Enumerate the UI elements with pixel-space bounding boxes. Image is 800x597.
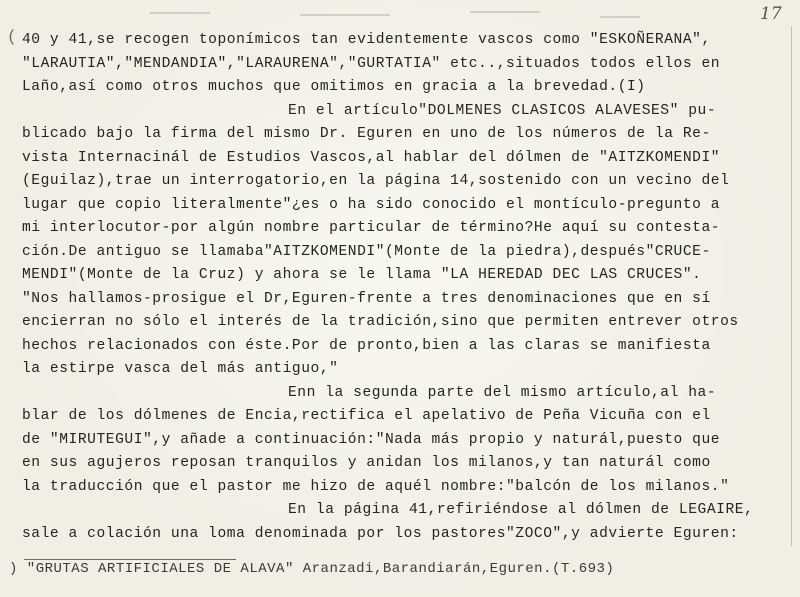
text-line: MENDI"(Monte de la Cruz) y ahora se le llama "LA HEREDAD DEC LAS CRUCES". xyxy=(22,267,702,283)
text-line: la traducción que el pastor me hizo de aquél nombre:"balcón de los milanos." xyxy=(22,478,730,495)
text-line: de "MIRUTEGUI",y añade a continuación:"Nada más propio y naturál,puesto que xyxy=(22,431,721,448)
text-line: blar de los dólmenes de Encia,rectifica el apelativo de Peña Vicuña con el xyxy=(22,408,711,424)
text-line: En la página 41,refiriéndose al dólmen de LEGAIRE, xyxy=(288,502,754,518)
text-line: lugar que copio literalmente"¿es o ha sido conocido el montículo-pregunto a xyxy=(22,196,721,213)
bleed-through-mark xyxy=(300,14,390,16)
footnote: ) "GRUTAS ARTIFICIALES DE ALAVA" Aranzadi,Barandiarán,Eguren.(T.693) xyxy=(9,561,615,577)
right-margin-rule xyxy=(791,26,792,546)
text-line: sale a colación una loma denominada por los pastores"ZOCO",y advierte Eguren: xyxy=(22,525,739,542)
text-line: En el artículo"DOLMENES CLASICOS ALAVESES" pu- xyxy=(288,102,717,119)
text-line: "Nos hallamos-prosigue el Dr,Eguren-frente a tres denominaciones que en sí xyxy=(22,290,711,307)
text-line: 40 y 41,se recogen toponímicos tan evidentemente vascos como "ESKOÑERANA", xyxy=(22,32,711,48)
bleed-through-mark xyxy=(150,12,210,14)
text-line: ción.De antiguo se llamaba"AITZKOMENDI"(Monte de la piedra),después"CRUCE- xyxy=(22,243,711,260)
text-line: "LARAUTIA","MENDANDIA","LARAURENA","GURTATIA" etc..,situados todos ellos en xyxy=(22,55,721,72)
text-line: mi interlocutor-por algún nombre particular de término?He aquí su contesta- xyxy=(22,220,721,236)
text-line: hechos relacionados con éste.Por de pronto,bien a las claras se manifiesta xyxy=(22,337,711,354)
text-line: vista Internacinál de Estudios Vascos,al hablar del dólmen de "AITZKOMENDI" xyxy=(22,149,721,166)
text-line: encierran no sólo el interés de la tradición,sino que permiten entrever otros xyxy=(22,314,739,330)
text-line: blicado bajo la firma del mismo Dr. Eguren en uno de los números de la Re- xyxy=(22,126,711,142)
text-line: Enn la segunda parte del mismo artículo,al ha- xyxy=(288,384,717,401)
text-line: (Eguilaz),trae un interrogatorio,en la página 14,sostenido con un vecino del xyxy=(22,173,730,189)
bleed-through-mark xyxy=(600,16,640,18)
text-line: Laño,así como otros muchos que omitimos en gracia a la brevedad.(I) xyxy=(22,79,646,95)
page-number: 17 xyxy=(760,4,782,24)
text-line: en sus agujeros reposan tranquilos y anidan los milanos,y tan naturál como xyxy=(22,455,711,471)
bleed-through-mark xyxy=(470,11,540,13)
text-line: la estirpe vasca del más antiguo," xyxy=(22,361,339,377)
typewritten-body xyxy=(22,29,782,546)
margin-bracket-mark: ( xyxy=(7,28,17,46)
